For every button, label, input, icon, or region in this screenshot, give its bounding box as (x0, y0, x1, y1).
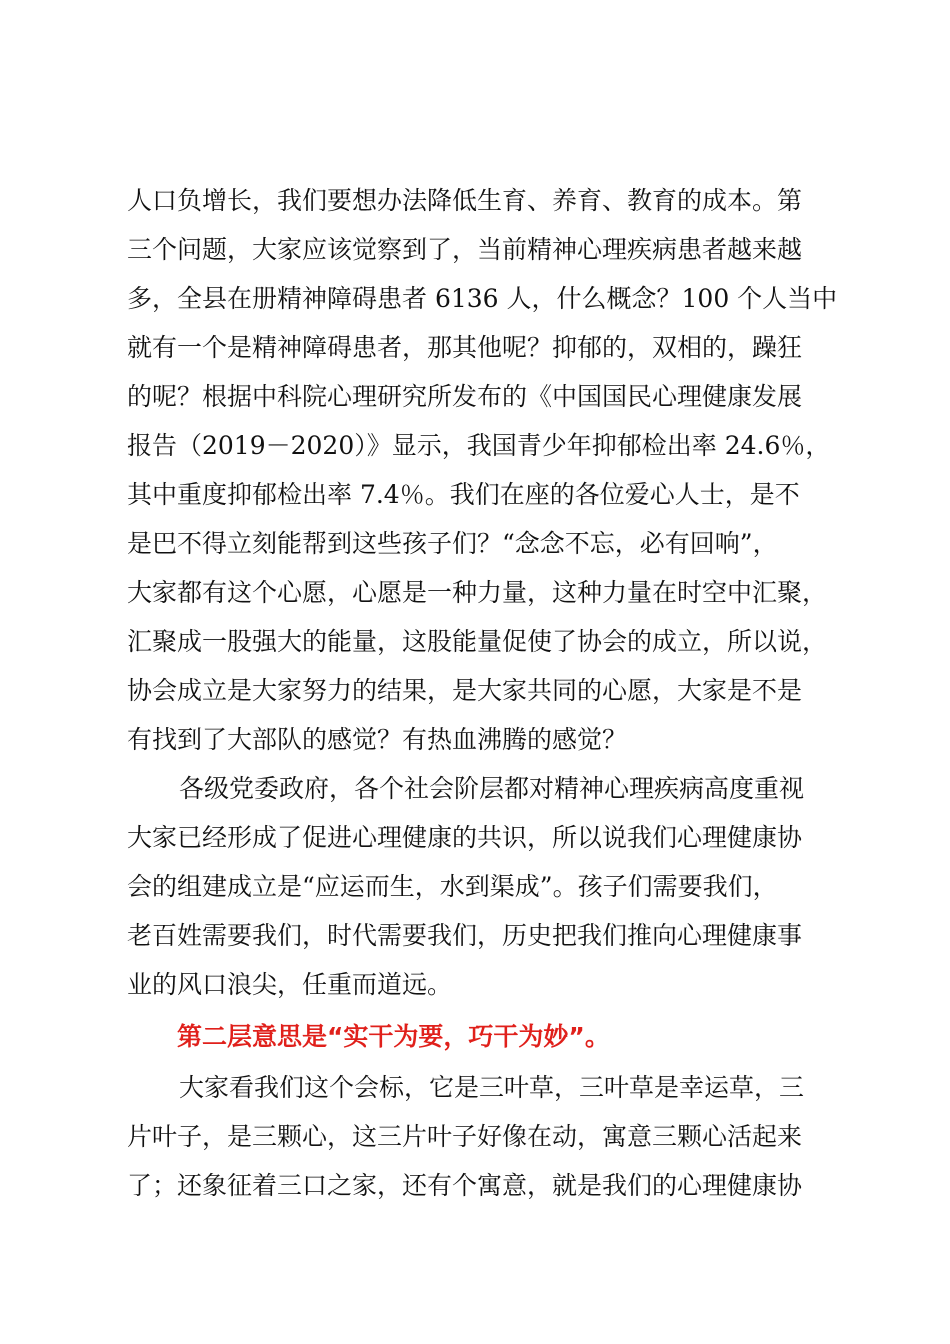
paragraph-1-line-6: 报告（2019－2020）》显示，我国青少年抑郁检出率 24.6％， (127, 431, 831, 460)
paragraph-2-line-2: 大家已经形成了促进心理健康的共识，所以说我们心理健康协 (127, 823, 803, 852)
paragraph-1-line-10: 汇聚成一股强大的能量，这股能量促使了协会的成立，所以说， (127, 627, 828, 656)
section-heading: 第二层意思是“实干为要，巧干为妙”。 (177, 1022, 610, 1051)
paragraph-1-line-9: 大家都有这个心愿，心愿是一种力量，这种力量在时空中汇聚， (127, 578, 828, 607)
paragraph-1-line-11: 协会成立是大家努力的结果，是大家共同的心愿，大家是不是 (127, 676, 803, 705)
paragraph-1-line-3: 多，全县在册精神障碍患者 6136 人，什么概念？100 个人当中 (127, 284, 838, 313)
paragraph-1-line-12: 有找到了大部队的感觉？有热血沸腾的感觉？ (127, 725, 628, 754)
paragraph-3-line-1: 大家看我们这个会标，它是三叶草，三叶草是幸运草，三 (179, 1073, 805, 1102)
paragraph-2-line-3: 会的组建成立是“应运而生，水到渠成”。孩子们需要我们， (127, 872, 778, 901)
paragraph-1-line-8: 是巴不得立刻能帮到这些孩子们？“念念不忘，必有回响”， (127, 529, 778, 558)
paragraph-1-line-4: 就有一个是精神障碍患者，那其他呢？抑郁的，双相的，躁狂 (127, 333, 803, 362)
paragraph-1-line-2: 三个问题，大家应该觉察到了，当前精神心理疾病患者越来越 (127, 235, 803, 264)
paragraph-1-line-7: 其中重度抑郁检出率 7.4％。我们在座的各位爱心人士，是不 (127, 480, 800, 509)
paragraph-2-line-4: 老百姓需要我们，时代需要我们，历史把我们推向心理健康事 (127, 921, 803, 950)
paragraph-2-line-1: 各级党委政府，各个社会阶层都对精神心理疾病高度重视 (179, 774, 805, 803)
paragraph-3-line-3: 了；还象征着三口之家，还有个寓意，就是我们的心理健康协 (127, 1171, 803, 1200)
paragraph-1-line-1: 人口负增长，我们要想办法降低生育、养育、教育的成本。第 (127, 186, 803, 215)
paragraph-2-line-5: 业的风口浪尖，任重而道远。 (127, 970, 453, 999)
paragraph-3-line-2: 片叶子，是三颗心，这三片叶子好像在动，寓意三颗心活起来 (127, 1122, 803, 1151)
paragraph-1-line-5: 的呢？根据中科院心理研究所发布的《中国国民心理健康发展 (127, 382, 803, 411)
